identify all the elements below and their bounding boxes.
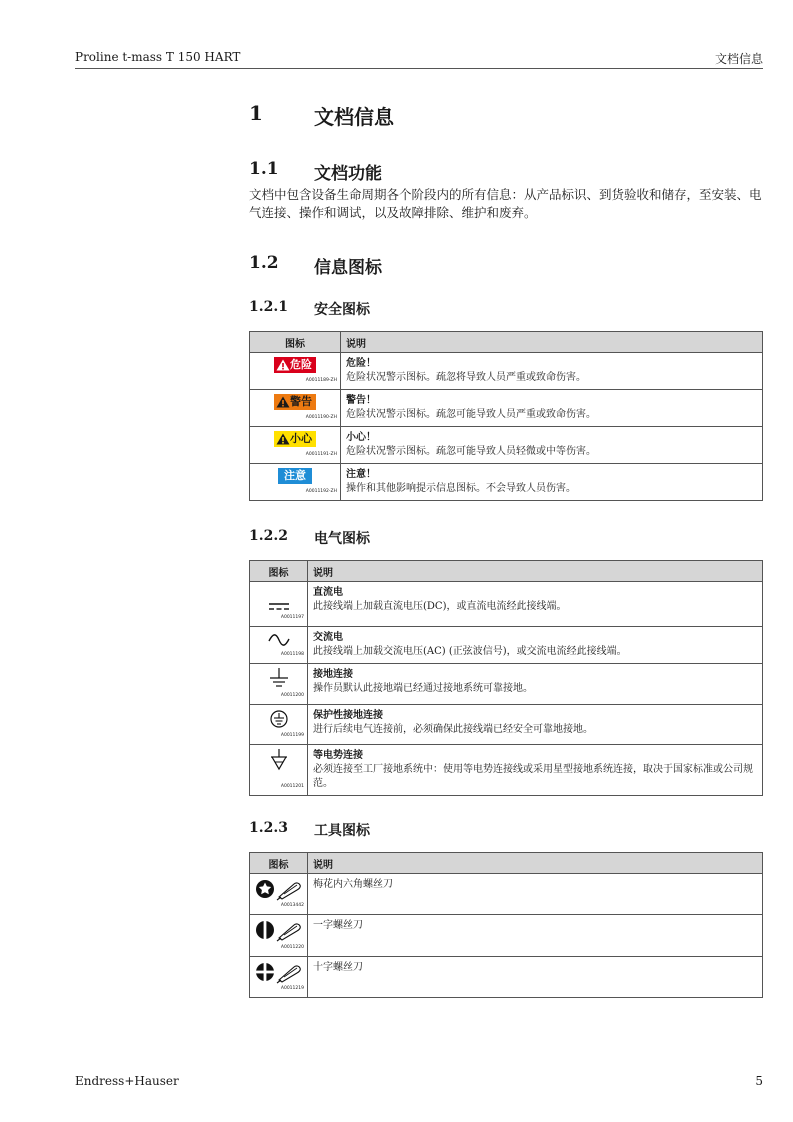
caution-sign [274,431,316,447]
sign-label: 危险 [290,358,312,371]
row-title: 警告！ [346,395,376,406]
desc-cell [308,582,763,627]
chapter-title: 文档信息 [314,105,394,129]
row-title: 直流电 [313,587,343,598]
desc-cell [341,390,763,427]
warning-triangle-icon [276,396,290,408]
table-row [250,390,763,427]
table-row [250,705,763,745]
desc-cell [341,427,763,464]
warning-triangle-icon [276,433,290,445]
figure-code: A0011199 [280,733,304,738]
footer-brand: Endress+Hauser [75,1074,179,1088]
danger-sign-cell [250,353,341,390]
col-desc-header: 说明 [308,853,763,874]
tool-symbols-table [249,852,763,998]
row-desc: 操作员默认此接地端已经通过接地系统可靠接地。 [313,683,533,694]
sign-label: 小心 [290,432,312,445]
desc-cell [341,464,763,501]
icon-cell [250,664,308,705]
safety-symbols-table [249,331,763,501]
figure-code: A0011219 [280,986,304,991]
figure-code: A0011200 [280,693,304,698]
section-number: 1.1 [249,159,279,179]
col-icon-header: 图标 [250,561,308,582]
section-title: 工具图标 [314,823,370,839]
desc-cell: 十字螺丝刀 [308,957,763,998]
table-row [250,874,763,915]
desc-cell [308,627,763,664]
section-title: 安全图标 [314,302,370,318]
caution-sign-cell [250,427,341,464]
row-title: 小心！ [346,432,376,443]
icon-cell [250,745,308,796]
warning-triangle-icon [276,359,290,371]
section-number: 1.2.2 [249,528,288,544]
desc-cell [308,664,763,705]
row-title: 注意！ [346,469,376,480]
section-title: 电气图标 [314,531,370,547]
icon-cell [250,915,308,957]
warning-sign [274,394,316,410]
desc-cell [308,745,763,796]
table-row [250,353,763,390]
table-row [250,427,763,464]
header-section: 文档信息 [714,52,763,66]
table-row [250,582,763,627]
figure-code: A0011192-ZH [305,489,337,494]
figure-code: A0011197 [280,615,304,620]
figure-code: A0011198 [280,652,304,657]
col-desc-header: 说明 [341,332,763,353]
table-row [250,664,763,705]
desc-cell: 一字螺丝刀 [308,915,763,957]
table-row [250,957,763,998]
icon-cell [250,627,308,664]
figure-code: A0011190-ZH [305,415,337,420]
col-icon-header: 图标 [250,332,341,353]
sign-label: 警告 [290,395,312,408]
figure-code: A0013442 [280,903,304,908]
notice-sign: 注意 [278,468,312,484]
chapter-number: 1 [249,101,263,125]
icon-cell [250,874,308,915]
section-number: 1.2.3 [249,820,288,836]
row-title: 接地连接 [313,669,353,680]
row-desc: 此接线端上加载直流电压(DC)，或直流电流经此接线端。 [313,601,567,612]
ground-icon [266,667,292,691]
section-number: 1.2 [249,253,279,273]
page-number: 5 [755,1074,763,1088]
desc-cell [341,353,763,390]
row-title: 交流电 [313,632,343,643]
table-row [250,627,763,664]
col-desc-header: 说明 [308,561,763,582]
figure-code: A0011191-ZH [305,452,337,457]
desc-cell: 梅花内六角螺丝刀 [308,874,763,915]
figure-code: A0011201 [280,784,304,789]
row-desc: 危险状况警示图标。疏忽可能导致人员严重或致命伤害。 [346,409,596,420]
row-title: 保护性接地连接 [313,710,383,721]
table-row [250,745,763,796]
col-icon-header: 图标 [250,853,308,874]
row-title: 等电势连接 [313,750,363,761]
figure-code: A0011220 [280,945,304,950]
notice-sign-cell [250,464,341,501]
table-row [250,464,763,501]
icon-cell [250,957,308,998]
header-product: Proline t-mass T 150 HART [75,50,241,64]
row-desc: 此接线端上加载交流电压(AC) (正弦波信号)，或交流电流经此接线端。 [313,646,627,657]
desc-cell [308,705,763,745]
icon-cell [250,582,308,627]
section-title: 信息图标 [314,258,382,278]
table-row [250,915,763,957]
figure-code: A0011189-ZH [305,378,337,383]
row-desc: 危险状况警示图标。疏忽将导致人员严重或致命伤害。 [346,372,586,383]
row-desc: 进行后续电气连接前，必须确保此接线端已经安全可靠地接地。 [313,724,593,735]
row-desc: 危险状况警示图标。疏忽可能导致人员轻微或中等伤害。 [346,446,596,457]
equipotential-icon [266,748,292,772]
row-title: 危险！ [346,358,376,369]
row-desc: 必须连接至工厂接地系统中：使用等电势连接线或采用星型接地系统连接，取决于国家标准或公司规范。 [313,764,753,789]
page-header [75,50,763,69]
icon-cell [250,705,308,745]
alternating-current-icon [266,631,292,649]
danger-sign [274,357,316,373]
warning-sign-cell [250,390,341,427]
electrical-symbols-table [249,560,763,796]
section-1-1-text: 文档中包含设备生命周期各个阶段内的所有信息：从产品标识、到货验收和储存，至安装、电气连接、操作和调试，以及故障排除、维护和废弃。 [249,187,762,220]
section-number: 1.2.1 [249,299,288,315]
row-desc: 操作和其他影响提示信息图标。不会导致人员伤害。 [346,483,576,494]
section-title: 文档功能 [314,164,382,184]
